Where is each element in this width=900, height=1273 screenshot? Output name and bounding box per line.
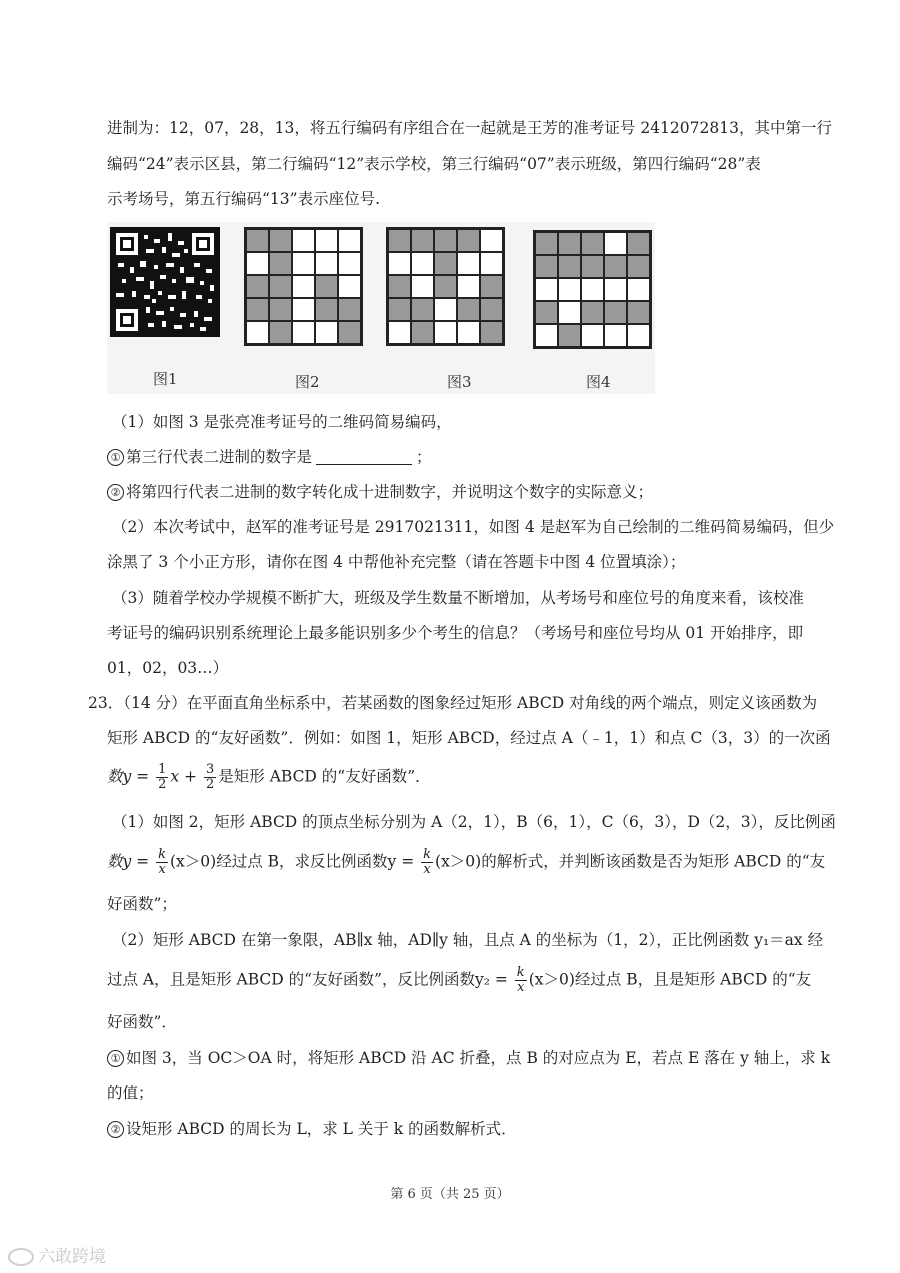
grid-cell-empty: [292, 321, 315, 344]
grid-cell-empty: [315, 321, 338, 344]
grid-cell-filled: [604, 301, 627, 324]
grid-cell-filled: [269, 298, 292, 321]
prompt-text: 第三行代表二进制的数字是: [126, 448, 313, 466]
grid-cell-filled: [604, 255, 627, 278]
figure-caption-4: 图4: [586, 373, 611, 391]
problem-23-line: 矩形 ABCD 的“友好函数”．例如：如图 1，矩形 ABCD，经过点 A（﹣1，1）和点 C（3，3）的一次函: [107, 729, 831, 747]
grid-cell-filled: [535, 232, 558, 255]
qr-figures: [107, 222, 655, 394]
grid-cell-filled: [434, 275, 457, 298]
grid-cell-empty: [292, 298, 315, 321]
grid-cell-filled: [338, 298, 361, 321]
subquestion-2-line: 好函数”．: [107, 1013, 177, 1031]
grid-figure-4: [533, 230, 652, 349]
watermark: [8, 1242, 106, 1267]
denominator: x: [517, 980, 525, 995]
grid-cell-empty: [434, 298, 457, 321]
punctuation: ；: [416, 448, 432, 466]
grid-cell-empty: [604, 232, 627, 255]
subquestion-2-line: （2）矩形 ABCD 在第一象限，AB∥x 轴，AD∥y 轴，且点 A 的坐标为（1，2），正比例函数 y₁＝ax 经: [112, 931, 824, 949]
paragraph-line: 编码“24”表示区县，第二行编码“12”表示学校，第三行编码“07”表示班级，第四行编码“28”表: [107, 155, 761, 173]
grid-cell-empty: [388, 321, 411, 344]
subquestion-1-equation-line: [107, 848, 840, 877]
grid-cell-empty: [457, 275, 480, 298]
math-text: (x＞0)的解析式，并判断该函数是否为矩形 ABCD 的“友: [435, 852, 826, 871]
grid-cell-filled: [457, 298, 480, 321]
grid-figure-3: [386, 227, 505, 346]
fraction: [515, 966, 527, 995]
prompt-text: 将第四行代表二进制的数字转化成十进制数字，并说明这个数字的实际意义；: [126, 483, 654, 501]
circled-number: ②: [107, 1121, 124, 1138]
grid-cell-filled: [535, 301, 558, 324]
grid-cell-filled: [558, 255, 581, 278]
grid-cell-empty: [581, 278, 604, 301]
math-text: 数y =: [107, 767, 155, 786]
grid-cell-filled: [627, 255, 650, 278]
question-3-line: 01，02，03…）: [107, 659, 229, 677]
grid-figure-2: [244, 227, 363, 346]
grid-cell-filled: [627, 232, 650, 255]
figure-caption-3: 图3: [447, 373, 472, 391]
grid-cell-empty: [292, 275, 315, 298]
grid-cell-filled: [388, 275, 411, 298]
grid-cell-filled: [269, 275, 292, 298]
grid-cell-empty: [315, 252, 338, 275]
figure-caption-1: 图1: [153, 370, 178, 388]
subquestion-2-part-1-cont: 的值；: [107, 1084, 154, 1102]
grid-cell-filled: [411, 298, 434, 321]
grid-cell-empty: [535, 278, 558, 301]
problem-23-equation-line: [107, 763, 840, 792]
grid-cell-filled: [434, 229, 457, 252]
grid-cell-filled: [581, 232, 604, 255]
math-text: (x＞0)经过点 B，且是矩形 ABCD 的“友: [528, 970, 812, 989]
grid-cell-empty: [457, 321, 480, 344]
grid-cell-filled: [480, 321, 503, 344]
fraction: [204, 763, 216, 792]
grid-cell-filled: [388, 298, 411, 321]
denominator: 2: [205, 777, 215, 792]
grid-cell-empty: [581, 324, 604, 347]
answer-blank: [316, 449, 412, 465]
grid-cell-filled: [246, 275, 269, 298]
grid-cell-empty: [411, 275, 434, 298]
grid-cell-filled: [480, 298, 503, 321]
numerator: k: [158, 847, 166, 862]
grid-cell-filled: [269, 321, 292, 344]
watermark-text: 六敢跨境: [38, 1247, 106, 1267]
circled-number: ②: [107, 484, 124, 501]
grid-cell-filled: [558, 232, 581, 255]
grid-cell-filled: [269, 252, 292, 275]
subquestion-2-equation-line: [107, 966, 840, 995]
prompt-text: 如图 3，当 OC＞OA 时，将矩形 ABCD 沿 AC 折叠，点 B 的对应点为 E，若点 E 落在 y 轴上，求 k: [126, 1049, 831, 1067]
grid-cell-empty: [434, 321, 457, 344]
numerator: 3: [205, 762, 215, 777]
grid-cell-empty: [388, 252, 411, 275]
problem-23-line: 23．（14 分）在平面直角坐标系中，若某函数的图象经过矩形 ABCD 对角线的两个端点，则定义该函数为: [88, 694, 818, 712]
numerator: k: [423, 847, 432, 862]
grid-cell-empty: [292, 229, 315, 252]
grid-cell-filled: [246, 298, 269, 321]
grid-cell-empty: [457, 252, 480, 275]
grid-cell-filled: [246, 229, 269, 252]
grid-cell-empty: [338, 252, 361, 275]
denominator: x: [158, 862, 166, 877]
grid-cell-filled: [411, 229, 434, 252]
grid-cell-filled: [411, 321, 434, 344]
subquestion-1-line: （1）如图 2，矩形 ABCD 的顶点坐标分别为 A（2，1），B（6，1），C（6，3），D（2，3），反比例函: [112, 813, 836, 831]
subquestion-2-part-2: [107, 1118, 840, 1140]
grid-cell-filled: [457, 229, 480, 252]
grid-cell-filled: [434, 252, 457, 275]
grid-cell-empty: [627, 324, 650, 347]
grid-cell-empty: [292, 252, 315, 275]
question-1: （1）如图 3 是张亮准考证号的二维码简易编码，: [112, 413, 452, 431]
grid-cell-filled: [558, 324, 581, 347]
grid-cell-empty: [246, 252, 269, 275]
math-text: 是矩形 ABCD 的“友好函数”．: [218, 767, 431, 786]
watermark-logo-icon: [8, 1248, 34, 1266]
grid-cell-filled: [388, 229, 411, 252]
question-1-part-1: [107, 446, 840, 468]
math-text: x +: [170, 767, 202, 786]
grid-cell-empty: [315, 229, 338, 252]
grid-cell-empty: [535, 324, 558, 347]
grid-cell-empty: [604, 278, 627, 301]
grid-cell-filled: [315, 298, 338, 321]
question-3-line: 考证号的编码识别系统理论上最多能识别多少个考生的信息？（考场号和座位号均从 01 开始排序，即: [107, 624, 804, 642]
grid-cell-empty: [627, 278, 650, 301]
math-text: 数y =: [107, 852, 155, 871]
grid-cell-empty: [604, 324, 627, 347]
fraction: [421, 848, 433, 877]
circled-number: ①: [107, 1050, 124, 1067]
grid-cell-filled: [315, 275, 338, 298]
fraction: [156, 763, 168, 792]
grid-cell-filled: [269, 229, 292, 252]
grid-cell-filled: [480, 275, 503, 298]
math-text: (x＞0)经过点 B，求反比例函数y =: [170, 852, 420, 871]
math-text: 过点 A，且是矩形 ABCD 的“友好函数”，反比例函数y₂ =: [107, 970, 513, 989]
question-1-part-2: [107, 481, 840, 503]
grid-cell-empty: [558, 301, 581, 324]
grid-cell-filled: [581, 301, 604, 324]
paragraph-line: 示考场号，第五行编码“13”表示座位号.: [107, 190, 380, 208]
grid-cell-empty: [246, 321, 269, 344]
paragraph-line: 进制为：12，07，28，13，将五行编码有序组合在一起就是王芳的准考证号 2412072813，其中第一行: [107, 119, 832, 137]
grid-cell-empty: [411, 252, 434, 275]
denominator: x: [423, 862, 431, 877]
grid-cell-empty: [480, 229, 503, 252]
question-2-line: （2）本次考试中，赵军的准考证号是 2917021311，如图 4 是赵军为自己绘制的二维码简易编码，但少: [112, 518, 835, 536]
qr-code-image: [110, 227, 220, 337]
prompt-text: 设矩形 ABCD 的周长为 L，求 L 关于 k 的函数解析式．: [126, 1120, 517, 1138]
grid-cell-filled: [581, 255, 604, 278]
grid-cell-empty: [338, 229, 361, 252]
grid-cell-empty: [338, 275, 361, 298]
question-2-line: 涂黑了 3 个小正方形，请你在图 4 中帮他补充完整（请在答题卡中图 4 位置填涂）；: [107, 553, 686, 571]
circled-number: ①: [107, 449, 124, 466]
denominator: 2: [158, 777, 167, 792]
question-3-line: （3）随着学校办学规模不断扩大，班级及学生数量不断增加，从考场号和座位号的角度来看，该校准: [112, 589, 804, 607]
numerator: 1: [158, 762, 167, 777]
fraction: [156, 848, 168, 877]
grid-cell-filled: [535, 255, 558, 278]
figure-caption-2: 图2: [295, 373, 320, 391]
numerator: k: [516, 965, 525, 980]
grid-cell-filled: [338, 321, 361, 344]
subquestion-1-line: 好函数”；: [107, 895, 177, 913]
grid-cell-empty: [558, 278, 581, 301]
page-footer: 第 6 页（共 25 页）: [390, 1187, 510, 1202]
grid-cell-empty: [480, 252, 503, 275]
grid-cell-filled: [627, 301, 650, 324]
subquestion-2-part-1: [107, 1047, 840, 1069]
